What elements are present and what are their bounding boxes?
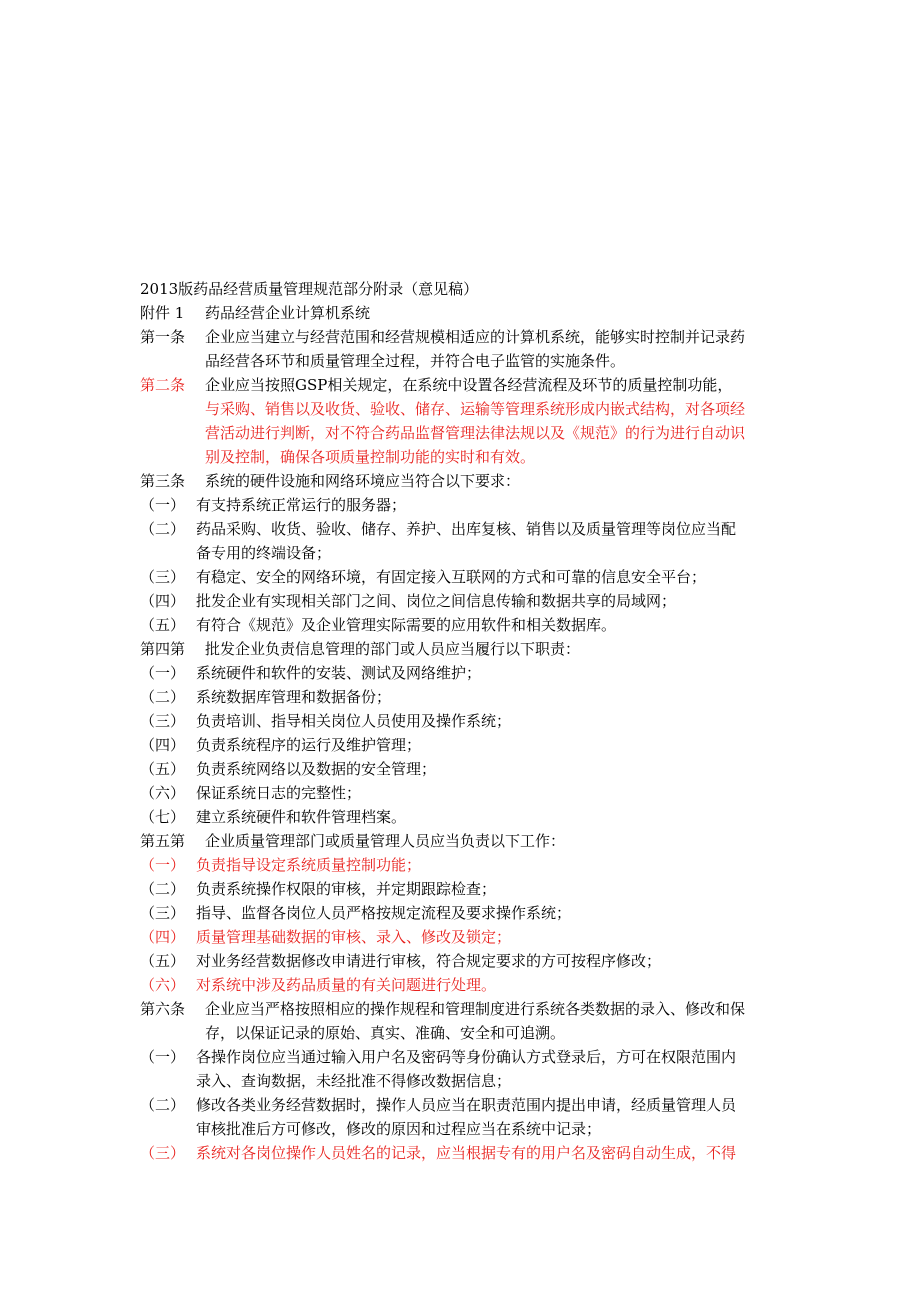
document-line (0, 349, 920, 373)
document-line (0, 1117, 920, 1141)
clause-label: （四） (140, 736, 186, 754)
clause-text: 药品采购、收货、验收、储存、养护、出库复核、销售以及质量管理等岗位应当配 (196, 520, 737, 538)
clause-label: 第一条 (140, 328, 186, 346)
clause-label: （六） (140, 784, 186, 802)
clause-label: （五） (140, 616, 186, 634)
clause-label: 第二条 (140, 376, 186, 394)
clause-text: 质量管理基础数据的审核、录入、修改及锁定； (196, 928, 512, 946)
document-line (0, 637, 920, 661)
clause-text: 系统数据库管理和数据备份； (196, 688, 392, 706)
document-line (0, 565, 920, 589)
clause-text: 系统对各岗位操作人员姓名的记录，应当根据专有的用户名及密码自动生成，不得 (196, 1144, 737, 1162)
clause-text: 企业质量管理部门或质量管理人员应当负责以下工作： (205, 832, 566, 850)
clause-label: （七） (140, 808, 186, 826)
clause-label: （二） (140, 520, 186, 538)
clause-text: 存，以保证记录的原始、真实、准确、安全和可追溯。 (205, 1024, 566, 1042)
clause-text: 负责系统程序的运行及维护管理； (196, 736, 422, 754)
clause-text: 企业应当严格按照相应的操作规程和管理制度进行系统各类数据的录入、修改和保 (205, 1000, 746, 1018)
document-heading-line (0, 277, 920, 301)
document-line (0, 997, 920, 1021)
clause-label: （二） (140, 880, 186, 898)
document-line (0, 301, 920, 325)
clause-label: （一） (140, 664, 186, 682)
clause-text: 药品经营企业计算机系统 (205, 304, 371, 322)
document-line (0, 1093, 920, 1117)
clause-label: （四） (140, 928, 186, 946)
clause-text: 有支持系统正常运行的服务器； (196, 496, 407, 514)
clause-text: 对系统中涉及药品质量的有关问题进行处理。 (196, 976, 497, 994)
clause-label: （五） (140, 952, 186, 970)
clause-text: 备专用的终端设备； (196, 544, 332, 562)
document-line (0, 1069, 920, 1093)
clause-text: 企业应当建立与经营范围和经营规模相适应的计算机系统，能够实时控制并记录药 (205, 328, 746, 346)
clause-label: （一） (140, 496, 186, 514)
document-line (0, 829, 920, 853)
document-line (0, 541, 920, 565)
clause-text: 负责指导设定系统质量控制功能； (196, 856, 422, 874)
document-line (0, 517, 920, 541)
clause-label: 第三条 (140, 472, 186, 490)
clause-label: 第六条 (140, 1000, 186, 1018)
document-page (0, 277, 920, 1165)
document-line (0, 757, 920, 781)
clause-text: 负责培训、指导相关岗位人员使用及操作系统； (196, 712, 512, 730)
document-line (0, 421, 920, 445)
document-heading: 2013版药品经营质量管理规范部分附录（意见稿） (140, 280, 479, 298)
document-line (0, 949, 920, 973)
clause-label: （一） (140, 856, 186, 874)
clause-label: （三） (140, 1144, 186, 1162)
document-line (0, 733, 920, 757)
clause-text: 录入、查询数据，未经批准不得修改数据信息； (196, 1072, 512, 1090)
clause-text: 建立系统硬件和软件管理档案。 (196, 808, 407, 826)
clause-label: （六） (140, 976, 186, 994)
clause-text: 修改各类业务经营数据时，操作人员应当在职责范围内提出申请，经质量管理人员 (196, 1096, 737, 1114)
clause-label: 第五第 (140, 832, 186, 850)
clause-text: 各操作岗位应当通过输入用户名及密码等身份确认方式登录后，方可在权限范围内 (196, 1048, 737, 1066)
clause-label: （四） (140, 592, 186, 610)
clause-label: （五） (140, 760, 186, 778)
clause-label: （三） (140, 712, 186, 730)
clause-text: 别及控制，确保各项质量控制功能的实时和有效。 (205, 448, 536, 466)
document-line (0, 973, 920, 997)
document-body (0, 301, 920, 1165)
clause-text: 指导、监督各岗位人员严格按规定流程及要求操作系统； (196, 904, 572, 922)
document-line (0, 1045, 920, 1069)
clause-text: 有符合《规范》及企业管理实际需要的应用软件和相关数据库。 (196, 616, 617, 634)
clause-text: 品经营各环节和质量管理全过程，并符合电子监管的实施条件。 (205, 352, 626, 370)
clause-text: 负责系统网络以及数据的安全管理； (196, 760, 437, 778)
clause-text: 负责系统操作权限的审核，并定期跟踪检查； (196, 880, 497, 898)
document-line (0, 781, 920, 805)
document-line (0, 325, 920, 349)
clause-label: （三） (140, 568, 186, 586)
clause-text: 营活动进行判断，对不符合药品监督管理法律法规以及《规范》的行为进行自动识 (205, 424, 746, 442)
clause-text: 系统硬件和软件的安装、测试及网络维护； (196, 664, 482, 682)
clause-text: 对业务经营数据修改申请进行审核，符合规定要求的方可按程序修改； (196, 952, 662, 970)
document-line (0, 805, 920, 829)
clause-label: （一） (140, 1048, 186, 1066)
document-line (0, 469, 920, 493)
clause-text: 批发企业有实现相关部门之间、岗位之间信息传输和数据共享的局域网； (196, 592, 677, 610)
document-line (0, 709, 920, 733)
document-line (0, 901, 920, 925)
document-line (0, 373, 920, 397)
document-line (0, 613, 920, 637)
clause-label: （三） (140, 904, 186, 922)
document-line (0, 445, 920, 469)
clause-label: 第四第 (140, 640, 186, 658)
document-line (0, 925, 920, 949)
clause-text: 保证系统日志的完整性； (196, 784, 362, 802)
document-line (0, 397, 920, 421)
document-line (0, 877, 920, 901)
document-line (0, 589, 920, 613)
document-line (0, 1141, 920, 1165)
document-line (0, 661, 920, 685)
clause-text: 系统的硬件设施和网络环境应当符合以下要求： (205, 472, 521, 490)
clause-text: 审核批准后方可修改，修改的原因和过程应当在系统中记录； (196, 1120, 602, 1138)
clause-text: 与采购、销售以及收货、验收、储存、运输等管理系统形成内嵌式结构，对各项经 (205, 400, 746, 418)
clause-text: 批发企业负责信息管理的部门或人员应当履行以下职责： (205, 640, 581, 658)
clause-text: 有稳定、安全的网络环境，有固定接入互联网的方式和可靠的信息安全平台； (196, 568, 707, 586)
clause-label: （二） (140, 1096, 186, 1114)
clause-text: 企业应当按照GSP相关规定，在系统中设置各经营流程及环节的质量控制功能， (205, 376, 733, 394)
document-line (0, 853, 920, 877)
clause-label: 附件 1 (140, 304, 185, 322)
clause-label: （二） (140, 688, 186, 706)
document-line (0, 685, 920, 709)
document-line (0, 493, 920, 517)
document-line (0, 1021, 920, 1045)
